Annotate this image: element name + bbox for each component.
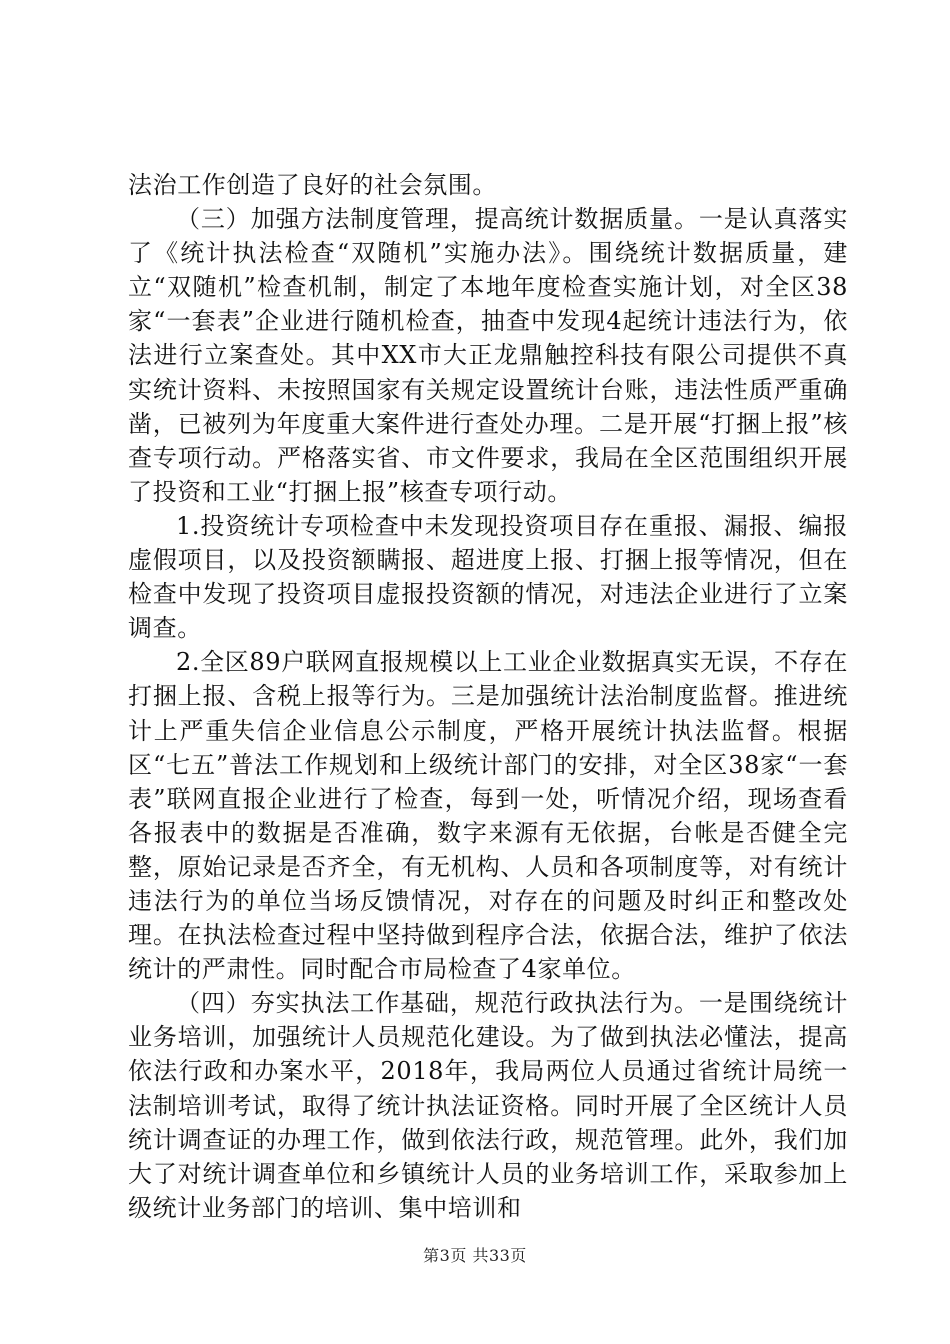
paragraph-item-one: 1.投资统计专项检查中未发现投资项目存在重报、漏报、编报虚假项目，以及投资额瞒报、超进度上报、打捆上报等情况，但在检查中发现了投资项目虚报投资额的情况，对违法企业进行了立案调查。 [128,511,848,643]
paragraph-continuation: 法治工作创造了良好的社会氛围。 [128,171,497,199]
page-number-label: 第3页 共33页 [423,1246,527,1265]
paragraph-section-three: （三）加强方法制度管理，提高统计数据质量。一是认真落实了《统计执法检查“双随机”实施办法》。围绕统计数据质量，建立“双随机”检查机制，制定了本地年度检查实施计划，对全区38家“一套表”企业进行随机检查，抽查中发现4起统计违法行为，依法进行立案查处。其中XX市大正龙鼎触控科技有限公司提供不真实统计资料、未按照国家有关规定设置统计台账，违法性质严重确凿，已被列为年度重大案件进行查处办理。二是开展“打捆上报”核查专项行动。严格落实省、市文件要求，我局在全区范围组织开展了投资和工业“打捆上报”核查专项行动。 [128,205,848,506]
paragraph-item-two: 2.全区89户联网直报规模以上工业企业数据真实无误，不存在打捆上报、含税上报等行为。三是加强统计法治制度监督。推进统计上严重失信企业信息公示制度，严格开展统计执法监督。根据区“七五”普法工作规划和上级统计部门的安排，对全区38家“一套表”联网直报企业进行了检查，每到一处，听情况介绍，现场查看各报表中的数据是否准确，数字来源有无依据，台帐是否健全完整，原始记录是否齐全，有无机构、人员和各项制度等，对有统计违法行为的单位当场反馈情况，对存在的问题及时纠正和整改处理。在执法检查过程中坚持做到程序合法，依据合法，维护了依法统计的严肃性。同时配合市局检查了4家单位。 [128,648,848,984]
paragraph-section-four: （四）夯实执法工作基础，规范行政执法行为。一是围绕统计业务培训，加强统计人员规范化建设。为了做到执法必懂法，提高依法行政和办案水平，2018年，我局两位人员通过省统计局统一法制培训考试，取得了统计执法证资格。同时开展了全区统计人员统计调查证的办理工作，做到依法行政，规范管理。此外，我们加大了对统计调查单位和乡镇统计人员的业务培训工作，采取参加上级统计业务部门的培训、集中培训和 [128,989,848,1222]
page-footer [0,1243,950,1266]
document-body [128,168,848,1225]
